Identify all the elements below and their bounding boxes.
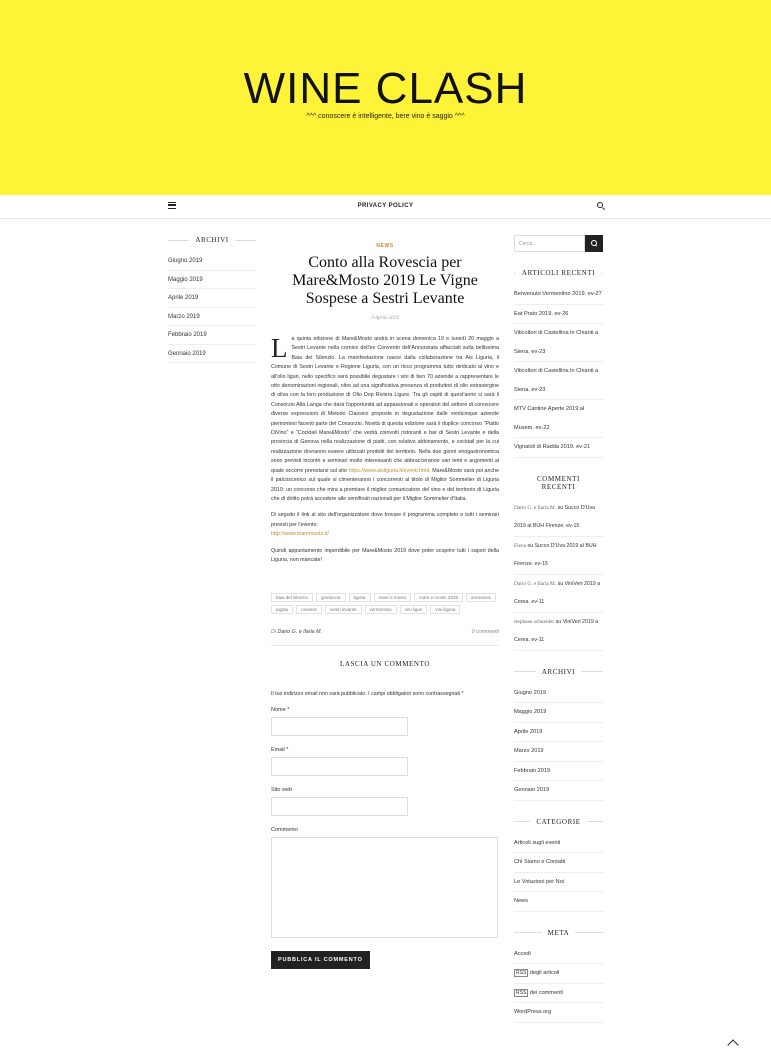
left-archive-link[interactable]: Maggio 2019	[168, 271, 256, 290]
post-closing: Quindi appuntamento imperdibile per Mare&Mosto 2019 dove poter scoprire tutti i sapori della Liguria, non mancate!	[271, 547, 499, 563]
recent-post-link[interactable]: Viticoltori di Castellina in Chianti a Siena. ev-23	[514, 324, 603, 362]
post-byline: Di Dario G. e Ilaria M. 0 commenti	[271, 629, 499, 646]
comment-note: Il tuo indirizzo email non sarà pubblicato. I campi obbligatori sono contrassegnati *	[271, 691, 464, 698]
right-archive-link[interactable]: Gennaio 2019	[514, 781, 603, 801]
archive-widget-title: ARCHIVI	[168, 236, 256, 244]
site-tagline: ^^^ conoscere é intelligente, bere vino é saggio ^^^	[306, 113, 465, 120]
site-header	[0, 0, 771, 195]
comments-count[interactable]: 0 commenti	[471, 629, 499, 636]
meta-login-link[interactable]: Accedi	[514, 945, 603, 965]
recent-comment[interactable]: stephane schneider su ViniVeri 2019 a Cerea. ev-11	[514, 613, 603, 651]
post-tag[interactable]: mare e mosto 2019	[414, 593, 463, 602]
category-link[interactable]: Le Votazioni per Noi	[514, 873, 603, 893]
tag-list	[271, 593, 499, 614]
nav-privacy-policy[interactable]: PRIVACY POLICY	[357, 203, 414, 209]
name-input[interactable]	[271, 717, 408, 736]
back-to-top-icon[interactable]	[727, 1039, 738, 1050]
meta-wordpress-link[interactable]: WordPress.org	[514, 1003, 603, 1023]
post-author[interactable]: Dario G. e Ilaria M.	[277, 629, 322, 636]
meta-rss-posts[interactable]: RSS degli articoli	[514, 964, 603, 984]
post-tag[interactable]: granaccia	[316, 593, 346, 602]
nav-bar	[0, 195, 771, 219]
post-body: La quinta edizione di Mare&Mosto andrà in scena domenica 19 e lunedì 20 maggio a Sestri Levante nella cornice dell'ex Convento dell'Annunziata affacciati sulla bellissima Baia del Silenzio. La manifestazione nasce dalla collaborazione tra Ais Liguria, il Comune di Sestri Levante e Regione Liguria, con un ricco programma tutto dedicato al vino e all'olio liguri, nello specifico sarà possibile degustare i vini di ben 70 aziende a rappresentare le otto denominazioni regionali, oltre ad una significativa presenza di produttori di olio extravergine di oliva con la loro produzione di Olio Dop Riviera Ligure. Tra gli ospiti di quest'anno ci sarà il Consorzio Alta Langa che darà l'opportunità ad appassionati e operatori del settore di conoscere diverse espressioni di Metodo Classico proposte in degustazione dalle venticinque aziende piemontesi facenti parte del Consorzio. Novità di questa edizione sarà il duplice concorso "Piatto DiVino" e "Cocktail Mare&Mosto" che vedrà coinvolti ristoranti e bar di Sestri Levante e della provincia di Genova nella realizzazione di piatti, con relativo abbinamento, e cocktail per la cui realizzazione dovranno essere utilizzati prodotti del territorio. Nella due giorni enogastronomica sono previsti incontri e seminari molto interessanti che abbracceranno vari temi e argomenti ai quale occorre prenotarsi sul sito https://www.aisliguria.it/eventi.html. Mare&Mosto sarà poi anche il palcoscenico sul quale si cimenteranno i concorrenti al titolo di Miglior Sommelier di Liguria 2019: un concorso che mira a premiare il miglior comunicatore del vino e del territorio di Liguria che di diritto potrà accedere alle semifinali nazionali per il Miglior Sommelier d'Italia. Di seguito il link al sito dell'organizzatore dove trovare il programma completo e tutti i seminari previsti per l'evento: http://www.maremosto.it/ Quindi appuntamento imperdibile per Mare&Mosto 2019 dove poter scoprire tutti i sapori della Liguria, non mancate!	[271, 335, 499, 565]
post-tag[interactable]: ormeasca	[466, 593, 496, 602]
right-archive-link[interactable]: Giugno 2019	[514, 684, 603, 704]
post-tag[interactable]: liguria	[349, 593, 371, 602]
post-date: 9 Aprile 2019	[371, 316, 399, 321]
meta-rss-comments[interactable]: RSS dei commenti	[514, 984, 603, 1004]
right-archive-title: ARCHIVI	[514, 668, 603, 676]
site-logo[interactable]: WINE CLASH	[243, 64, 528, 113]
post-article	[271, 243, 499, 969]
sidebar-search-button[interactable]	[585, 235, 603, 252]
sidebar-search	[514, 235, 603, 252]
recent-post-link[interactable]: Eat Prato 2019. ev-26	[514, 305, 603, 325]
left-archive-link[interactable]: Giugno 2019	[168, 252, 256, 271]
right-archive-link[interactable]: Febbraio 2019	[514, 762, 603, 782]
post-tag[interactable]: vini liguria	[430, 605, 460, 614]
post-tag[interactable]: pigato	[271, 605, 293, 614]
comment-label: Commento	[271, 827, 298, 834]
post-tag[interactable]: vini liguri	[400, 605, 428, 614]
left-archive-link[interactable]: Aprile 2019	[168, 289, 256, 308]
recent-comment[interactable]: Elena su Succo D'Uva 2019 al BUH Firenze. ev-15	[514, 537, 603, 575]
recent-comments-title: COMMENTI RECENTI	[537, 474, 580, 491]
website-input[interactable]	[271, 797, 408, 816]
category-link[interactable]: Chi Siamo e Contatti	[514, 853, 603, 873]
sidebar-search-input[interactable]: Cerca...	[514, 235, 585, 252]
recent-comment[interactable]: Dario G. e Ilaria M. su ViniVeri 2019 a Cerea. ev-11	[514, 575, 603, 613]
ais-link[interactable]: https://www.aisliguria.it/eventi.html	[348, 467, 430, 474]
category-link[interactable]: News	[514, 892, 603, 912]
left-archive-link[interactable]: Marzo 2019	[168, 308, 256, 327]
right-archive-link[interactable]: Maggio 2019	[514, 703, 603, 723]
right-archive-link[interactable]: Marzo 2019	[514, 742, 603, 762]
right-archive-link[interactable]: Aprile 2019	[514, 723, 603, 743]
website-label: Sito web	[271, 787, 293, 794]
submit-comment-button[interactable]: PUBBLICA IL COMMENTO	[271, 951, 370, 969]
recent-posts-title: ARTICOLI RECENTI	[514, 269, 603, 277]
category-link[interactable]: Articoli sugli eventi	[514, 834, 603, 854]
recent-post-link[interactable]: MTV Cantine Aperte 2019 al Musem. ev-22	[514, 400, 603, 438]
post-title[interactable]: Conto alla Rovescia per Mare&Mosto 2019 Le Vigne Sospese a Sestri Levante	[292, 254, 478, 307]
left-archive-link[interactable]: Gennaio 2019	[168, 345, 256, 364]
comment-form-title: LASCIA UN COMMENTO	[339, 660, 430, 669]
meta-title: META	[514, 929, 603, 937]
recent-comment[interactable]: Dario G. e Ilaria M. su Succo D'Uva 2019 al BUH Firenze. ev-15	[514, 499, 603, 537]
dropcap: L	[271, 333, 288, 363]
post-tag[interactable]: vermentino	[365, 605, 397, 614]
comment-textarea[interactable]	[271, 837, 498, 938]
post-tag[interactable]: rossese	[296, 605, 322, 614]
right-sidebar	[514, 235, 603, 1023]
email-label: Email *	[271, 747, 289, 754]
left-archive-link[interactable]: Febbraio 2019	[168, 326, 256, 345]
email-input[interactable]	[271, 757, 408, 776]
categories-title: CATEGORIE	[514, 818, 603, 826]
post-category[interactable]: NEWS	[376, 243, 394, 249]
maremosto-link[interactable]: http://www.maremosto.it/	[271, 531, 329, 538]
recent-post-link[interactable]: Viticoltori di Castellina in Chianti a Siena. ev-23	[514, 362, 603, 400]
post-tag[interactable]: sestri levante	[325, 605, 362, 614]
recent-post-link[interactable]: Benvenuto Vermentino 2019. ev-27	[514, 285, 603, 305]
name-label: Nome *	[271, 707, 290, 714]
search-icon[interactable]	[597, 202, 603, 208]
left-sidebar	[168, 236, 256, 363]
recent-post-link[interactable]: Vignaioli di Radda 2019. ev-21	[514, 438, 603, 458]
post-tag[interactable]: baia del silenzio	[271, 593, 313, 602]
post-tag[interactable]: mare e mosto	[374, 593, 412, 602]
